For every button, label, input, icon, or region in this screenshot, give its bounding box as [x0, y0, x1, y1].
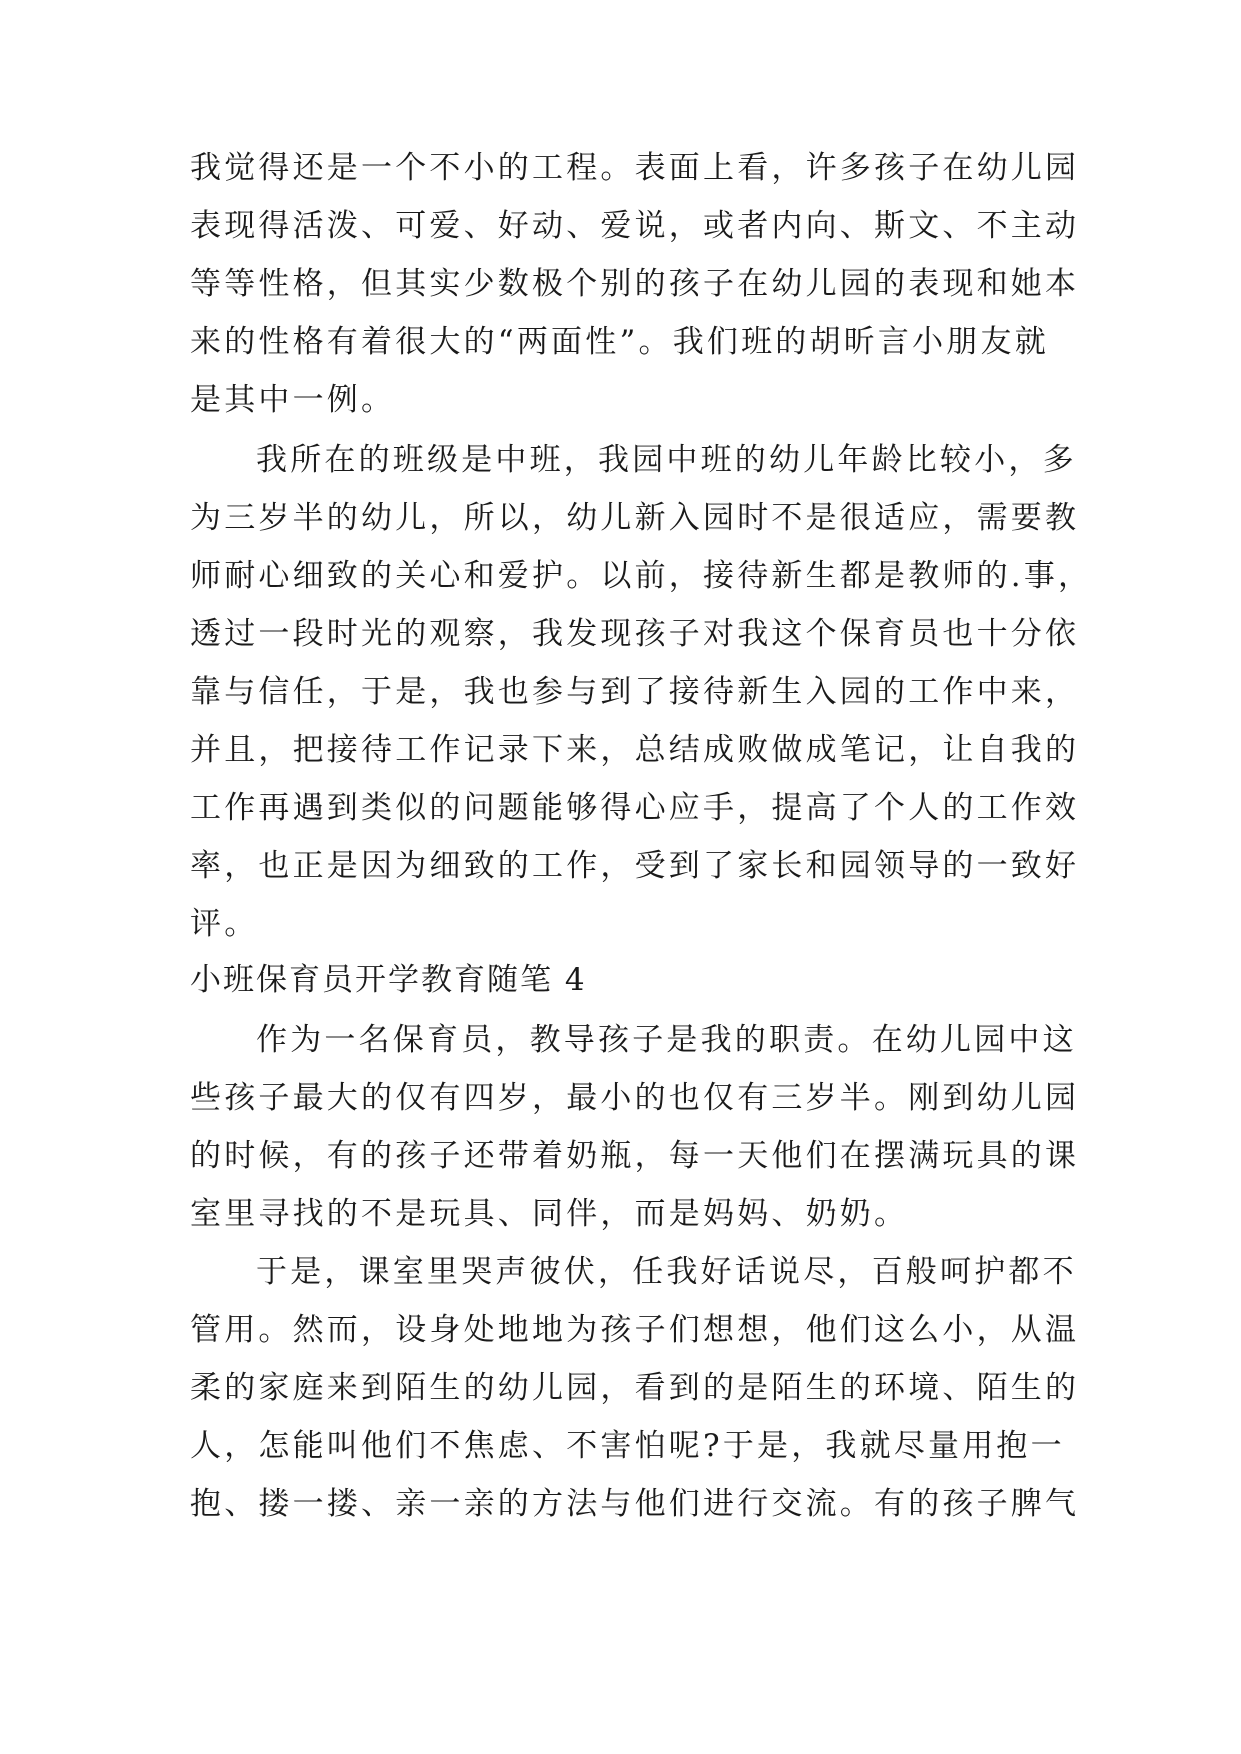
text-line: 抱、搂一搂、亲一亲的方法与他们进行交流。有的孩子脾气 [190, 1486, 1080, 1522]
text-line: 率，也正是因为细致的工作，受到了家长和园领导的一致好 [190, 848, 1080, 884]
text-line: 为三岁半的幼儿，所以，幼儿新入园时不是很适应，需要教 [190, 500, 1080, 536]
text-line: 是其中一例。 [190, 382, 396, 418]
section-title: 小班保育员开学教育随笔 4 [190, 962, 587, 998]
text-line: 我所在的班级是中班，我园中班的幼儿年龄比较小，多 [256, 442, 1077, 478]
text-line: 作为一名保育员，教导孩子是我的职责。在幼儿园中这 [256, 1022, 1077, 1058]
text-line: 柔的家庭来到陌生的幼儿园，看到的是陌生的环境、陌生的 [190, 1370, 1080, 1406]
text-line: 于是，课室里哭声彼伏，任我好话说尽，百般呵护都不 [256, 1254, 1077, 1290]
text-line: 些孩子最大的仅有四岁，最小的也仅有三岁半。刚到幼儿园 [190, 1080, 1080, 1116]
text-line: 工作再遇到类似的问题能够得心应手，提高了个人的工作效 [190, 790, 1080, 826]
text-line: 等等性格，但其实少数极个别的孩子在幼儿园的表现和她本 [190, 266, 1080, 302]
text-line: 师耐心细致的关心和爱护。以前，接待新生都是教师的.事， [190, 558, 1093, 594]
text-line: 室里寻找的不是玩具、同伴，而是妈妈、奶奶。 [190, 1196, 909, 1232]
text-line: 表现得活泼、可爱、好动、爱说，或者内向、斯文、不主动 [190, 208, 1080, 244]
text-line: 靠与信任，于是，我也参与到了接待新生入园的工作中来， [190, 674, 1080, 710]
text-line: 管用。然而，设身处地地为孩子们想想，他们这么小，从温 [190, 1312, 1080, 1348]
text-line: 人，怎能叫他们不焦虑、不害怕呢?于是，我就尽量用抱一 [190, 1428, 1065, 1464]
text-line: 评。 [190, 906, 259, 942]
text-line: 透过一段时光的观察，我发现孩子对我这个保育员也十分依 [190, 616, 1080, 652]
text-line: 并且，把接待工作记录下来，总结成败做成笔记，让自我的 [190, 732, 1080, 768]
text-line: 的时候，有的孩子还带着奶瓶，每一天他们在摆满玩具的课 [190, 1138, 1080, 1174]
text-line: 来的性格有着很大的“两面性”。我们班的胡昕言小朋友就 [190, 324, 1049, 360]
text-line: 我觉得还是一个不小的工程。表面上看，许多孩子在幼儿园 [190, 150, 1080, 186]
